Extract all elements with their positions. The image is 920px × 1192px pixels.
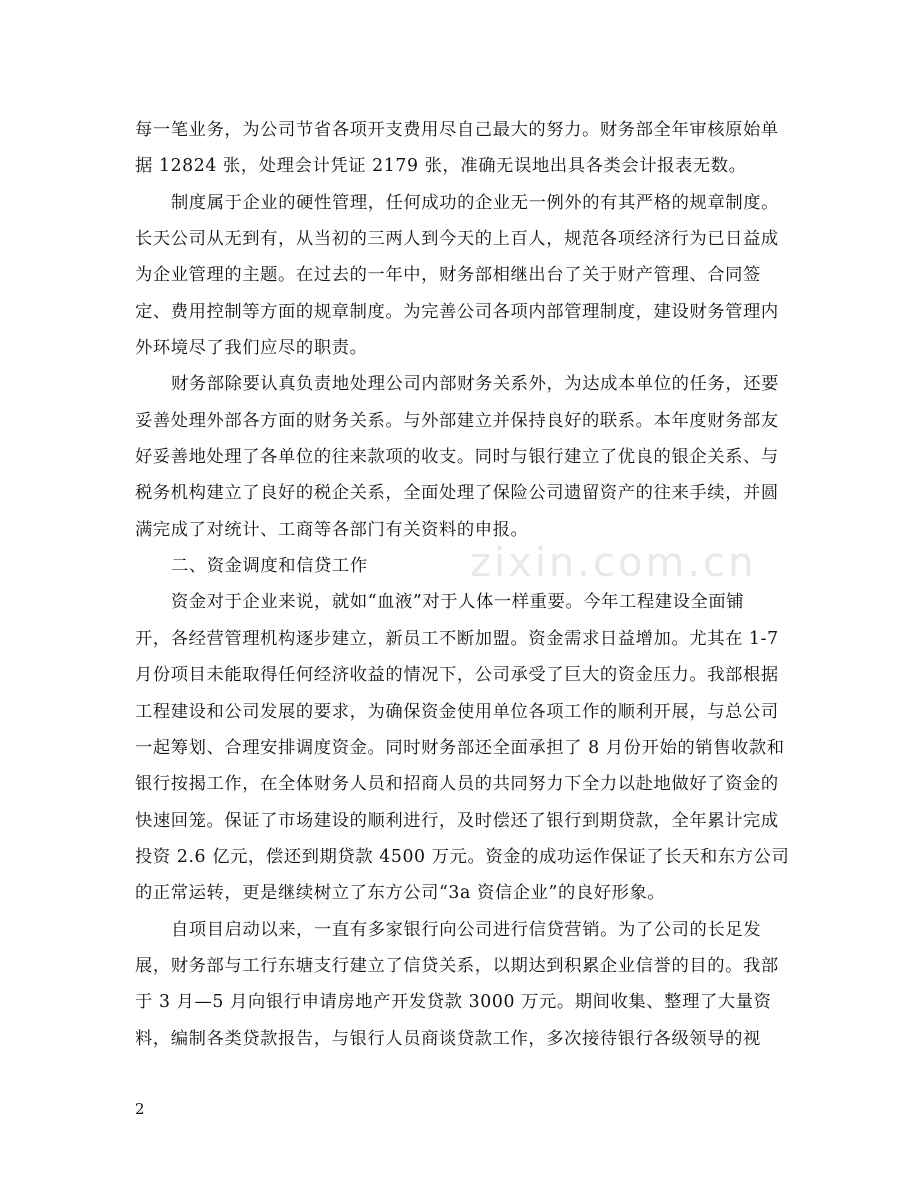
text-line: 好妥善地处理了各单位的往来款项的收支。同时与银行建立了优良的银企关系、与 — [135, 447, 779, 468]
text-line: 于 3 月—5 月向银行申请房地产开发贷款 3000 万元。期间收集、整理了大量资 — [135, 992, 772, 1013]
text-line: 开，各经营管理机构逐步建立，新员工不断加盟。资金需求日益增加。尤其在 1-7 — [135, 628, 779, 649]
text-line: 一起筹划、合理安排调度资金。同时财务部还全面承担了 8 月份开始的销售收款和 — [135, 737, 785, 758]
body-text — [135, 112, 790, 1057]
text-line: 妥善处理外部各方面的财务关系。与外部建立并保持良好的联系。本年度财务部友 — [135, 410, 779, 431]
text-line: 每一笔业务，为公司节省各项开支费用尽自己最大的努力。财务部全年审核原始单 — [135, 120, 779, 140]
watermark: zixin.com.cn — [470, 540, 757, 586]
text-line: 工程建设和公司发展的要求，为确保资金使用单位各项工作的顺利开展，与总公司 — [135, 701, 779, 722]
text-line: 定、费用控制等方面的规章制度。为完善公司各项内部管理制度，建设财务管理内 — [135, 301, 779, 322]
paragraph-start-line: 制度属于企业的硬性管理，任何成功的企业无一例外的有其严格的规章制度。 — [171, 192, 779, 213]
text-line: 据 12824 张，处理会计凭证 2179 张，准确无误地出具各类会计报表无数。 — [135, 156, 747, 177]
paragraph-start-line: 自项目启动以来，一直有多家银行向公司进行信贷营销。为了公司的长足发 — [171, 919, 762, 940]
text-line: 外环境尽了我们应尽的职责。 — [135, 338, 368, 359]
text-line: 银行按揭工作，在全体财务人员和招商人员的共同努力下全力以赴地做好了资金的 — [135, 774, 779, 795]
paragraph-start-line: 财务部除要认真负责地处理公司内部财务关系外，为达成本单位的任务，还要 — [171, 374, 779, 395]
section-heading: 二、资金调度和信贷工作 — [171, 556, 368, 577]
text-line: 投资 2.6 亿元，偿还到期贷款 4500 万元。资金的成功运作保证了长天和东方公司 — [135, 846, 790, 867]
text-line: 月份项目未能取得任何经济收益的情况下，公司承受了巨大的资金压力。我部根据 — [135, 665, 779, 686]
paragraph-start-line: 资金对于企业来说，就如“血液”对于人体一样重要。今年工程建设全面铺 — [171, 592, 745, 613]
text-line: 的正常运转，更是继续树立了东方公司“3a 资信企业”的良好形象。 — [135, 883, 666, 904]
text-line: 为企业管理的主题。在过去的一年中，财务部相继出台了关于财产管理、合同签 — [135, 265, 761, 286]
text-line: 快速回笼。保证了市场建设的顺利进行，及时偿还了银行到期贷款，全年累计完成 — [135, 810, 779, 831]
text-line: 展，财务部与工行东塘支行建立了信贷关系，以期达到积累企业信誉的目的。我部 — [135, 955, 779, 976]
text-line: 满完成了对统计、工商等各部门有关资料的申报。 — [135, 519, 529, 540]
page-number: 2 — [135, 1100, 145, 1118]
text-line: 长天公司从无到有，从当初的三两人到今天的上百人，规范各项经济行为已日益成 — [135, 229, 779, 250]
text-line: 税务机构建立了良好的税企关系，全面处理了保险公司遗留资产的往来手续，并圆 — [135, 483, 779, 504]
text-line: 料，编制各类贷款报告，与银行人员商谈贷款工作，多次接待银行各级领导的视 — [135, 1028, 761, 1049]
